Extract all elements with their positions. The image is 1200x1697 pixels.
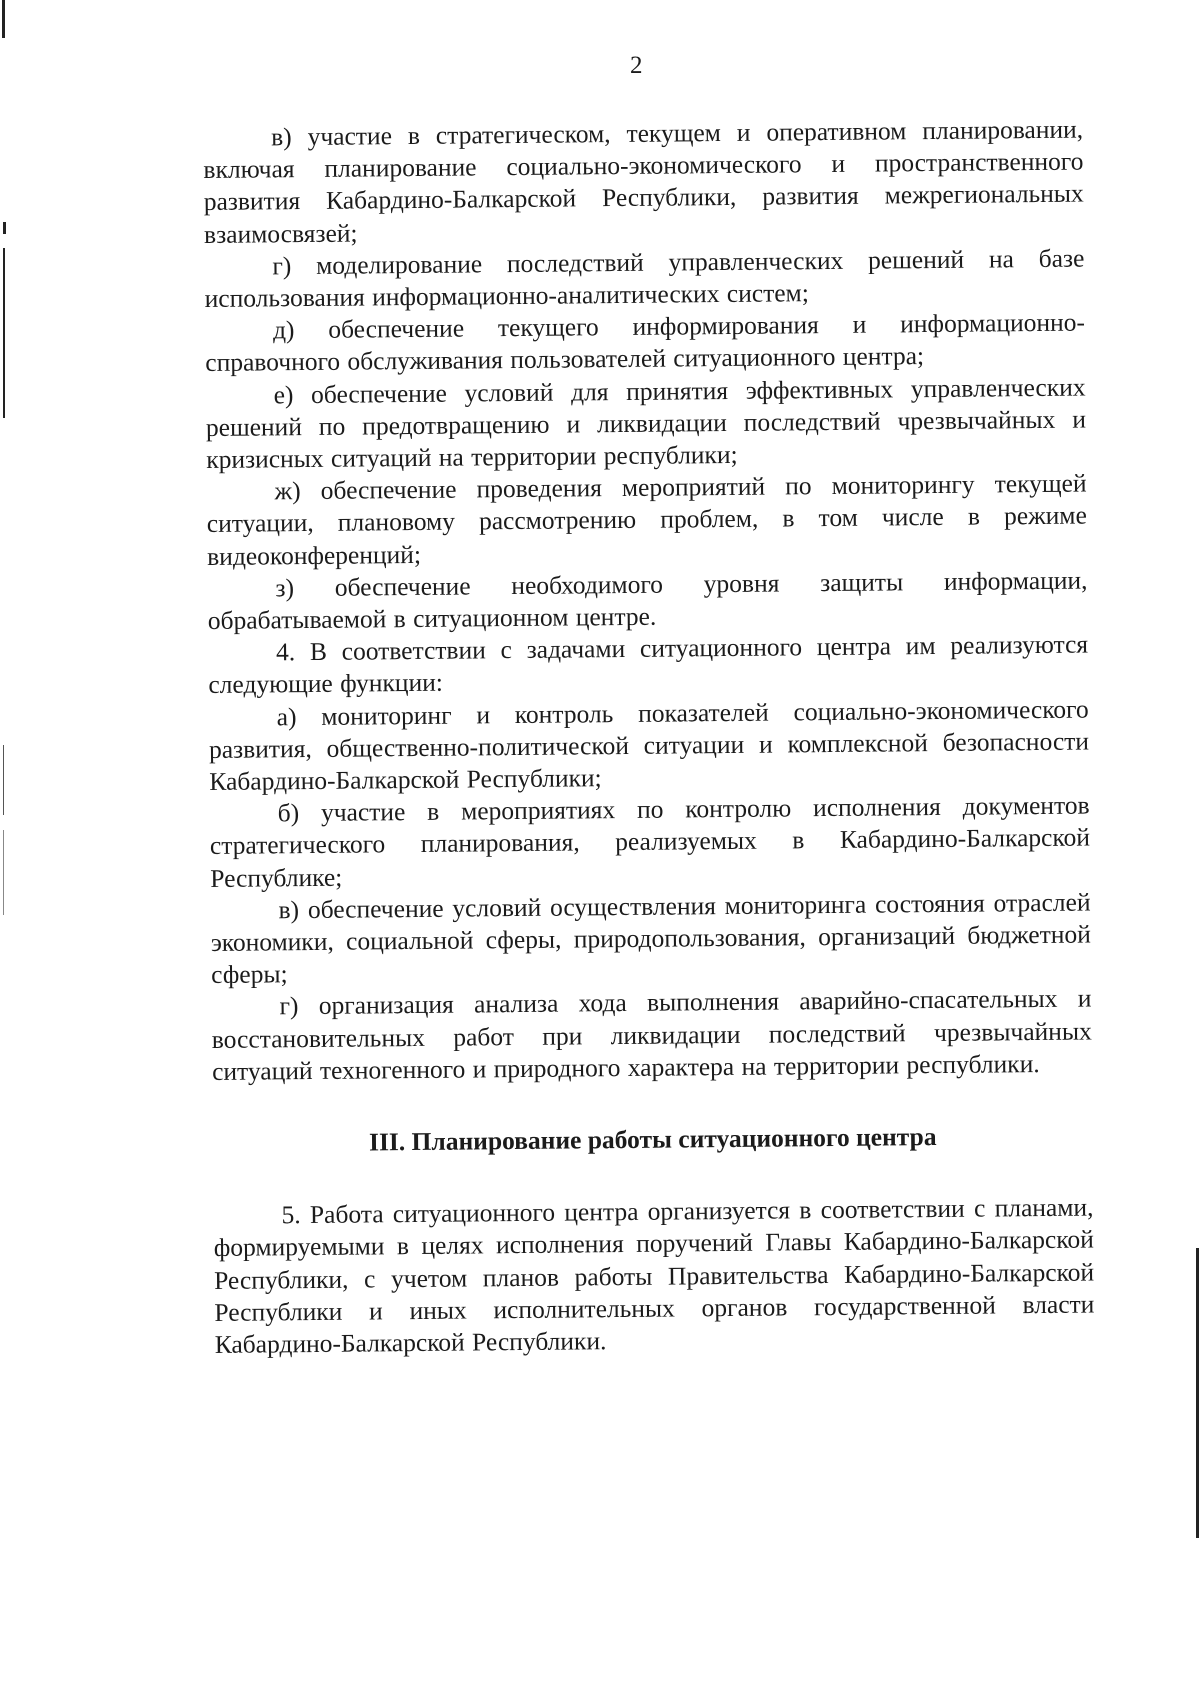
document-body [203,114,1095,1361]
scan-edge-mark [1196,1248,1199,1538]
list-item-zh: ж) обеспечение проведения мероприятий по мониторингу текущей ситуации, плановому рассмотрению проблем, в том числе в режиме видеоконференций; [206,468,1087,571]
point-4-intro: 4. В соответствии с задачами ситуационного центра им реализуются следующие функции: [208,629,1089,700]
function-item-a: а) мониторинг и контроль показателей социально-экономического развития, общественно-политической ситуации и комплексной безопасности Кабардино-Балкарской Республики; [208,694,1090,797]
list-item-g: г) моделирование последствий управленческих решений на базе использования информационно-аналитических систем; [204,243,1085,314]
scan-edge-mark [3,830,4,915]
scan-edge-mark [3,745,4,815]
point-5: 5. Работа ситуационного центра организуется в соответствии с планами, формируемыми в целях исполнения поручений Главы Кабардино-Балкарской Республики, с учетом планов работы Правительства Кабардино-Балкарской Республики и иных исполнительных органов государственной власти Кабардино-Балкарской Республики. [213,1192,1095,1359]
list-item-v: в) участие в стратегическом, текущем и оперативном планировании, включая планирование социально-экономического и пространственного развития Кабардино-Балкарской Республики, развития межрегиональных взаимосвязей; [203,114,1084,249]
scan-edge-mark [2,0,5,38]
function-item-v: в) обеспечение условий осуществления мониторинга состояния отраслей экономики, социальной сферы, природопользования, организаций бюджетной сферы; [210,887,1091,990]
scan-edge-mark [3,248,5,418]
function-item-b: б) участие в мероприятиях по контролю исполнения документов стратегического планирования, реализуемых в Кабардино-Балкарской Республике; [209,790,1091,893]
list-item-d: д) обеспечение текущего информирования и информационно-справочного обслуживания пользователей ситуационного центра; [205,307,1086,378]
list-item-e: е) обеспечение условий для принятия эффективных управленческих решений по предотвращению и ликвидации последствий чрезвычайных и кризисных ситуаций на территории республики; [205,372,1087,475]
page-number: 2 [630,52,643,79]
list-item-z: з) обеспечение необходимого уровня защиты информации, обрабатываемой в ситуационном центре. [207,565,1088,636]
function-item-g: г) организация анализа хода выполнения аварийно-спасательных и восстановительных работ при ликвидации последствий чрезвычайных ситуаций техногенного и природного характера на территории республики. [211,983,1092,1086]
section-heading: III. Планирование работы ситуационного центра [368,1122,937,1157]
scan-edge-mark [3,222,6,234]
